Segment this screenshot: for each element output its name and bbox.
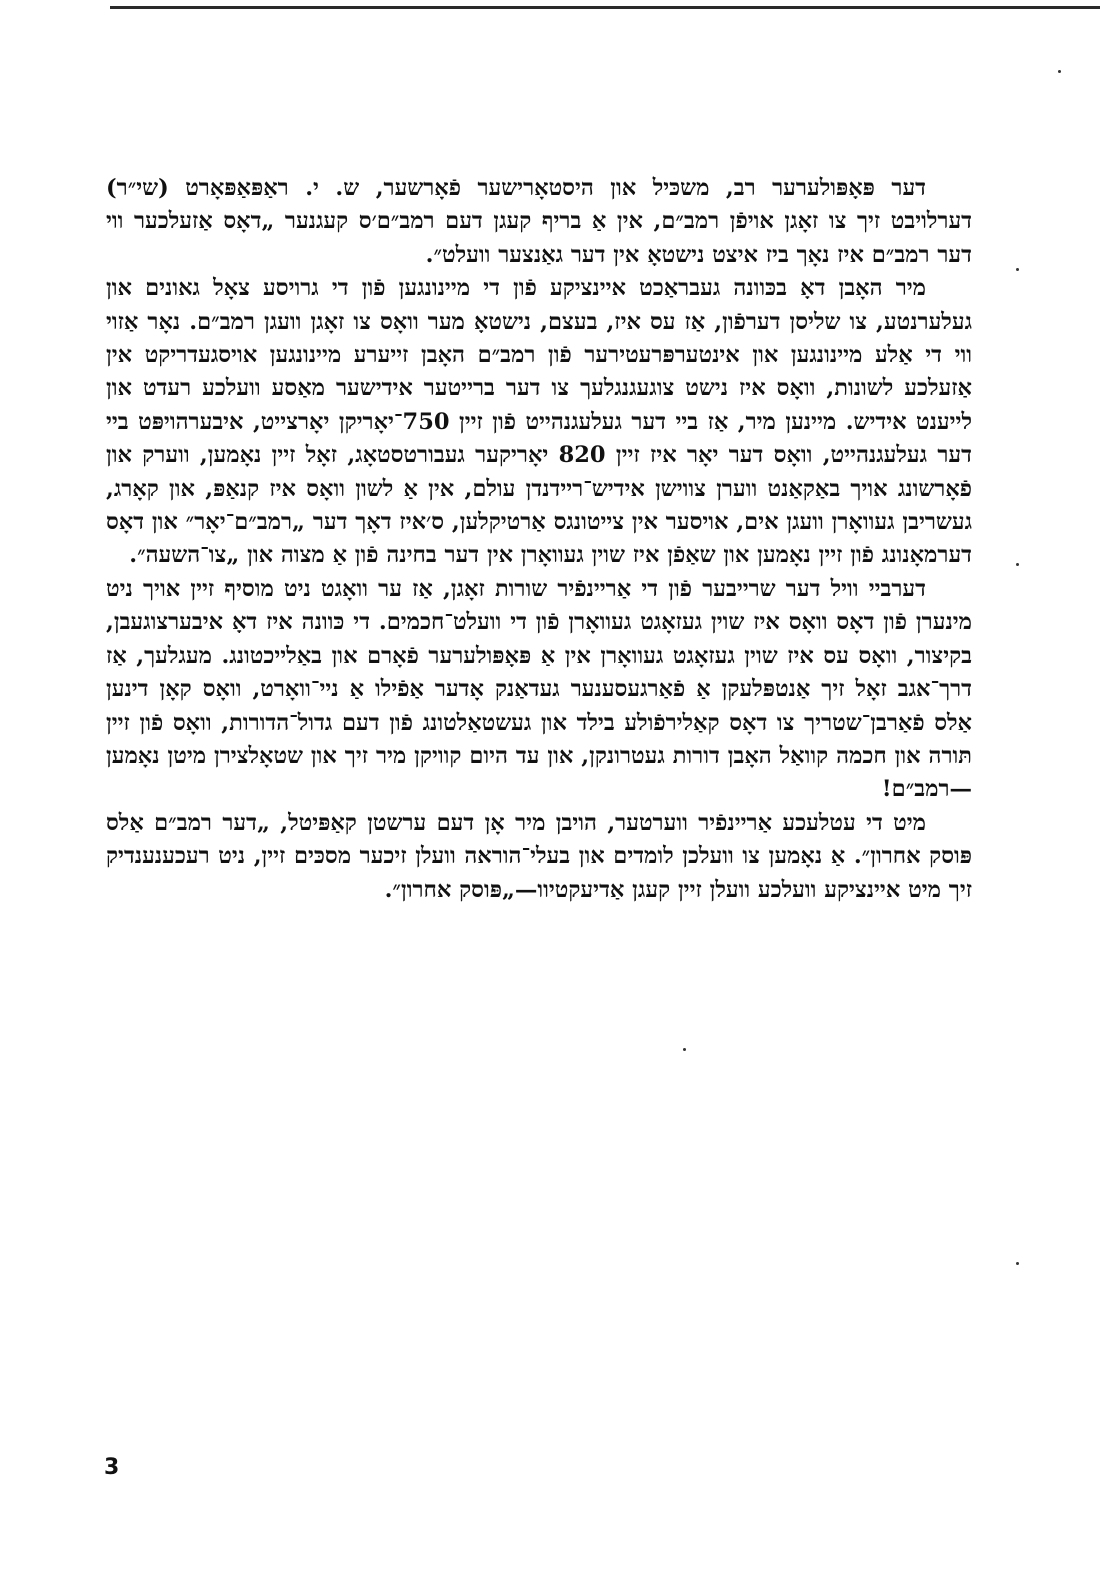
paragraph-rapoport-quote: דער פּאָפּולערער רב, משכּיל און היסטאָרישער פֿאָרשער, ש. י. ראַפּאַפּאָרט (שי״ר) דערלויבט זיך צו זאָגן אויפֿן רמב״ם, אין אַ בריף קעגן דעם רמב״ם׳ס קעגנער „דאָס אַזעלכער ווי דער רמב״ם איז נאָך ביז איצט נישטאָ אין דער גאַנצער וועלט״. xyxy=(106,175,972,268)
paragraph-first-chapter: מיט די עטלעכע אַריינפֿיר ווערטער, הויבן מיר אָן דעם ערשטן קאַפּיטל, „דער רמב״ם אַלס פּוסק אחרון״. אַ נאָמען צו וועלכן לומדים און בעלי־הוראה וועלן זיכער מסכּים זיין, ניט רעכענענדיק זיך מיט איינציקע וועלכע וועלן זיין קעגן אַדיעקטיוו—„פּוסק אחרון״. xyxy=(106,809,972,903)
document-body xyxy=(106,172,972,907)
scan-speck xyxy=(683,1048,686,1051)
paragraph-author-intent: דערביי וויל דער שרייבער פֿון די אַריינפֿיר שורות זאָגן, אַז ער וואָגט ניט מוסיף זיין אויך ניט מינערן פֿון דאָס וואָס איז שוין געזאָגט געוואָרן פֿון די וועלט־חכמים. די כּוונה איז דאָ איבערצוגעבן, בקיצור, וואָס עס איז שוין געזאָגט געוואָרן אין אַ פּאָפּולערער פֿאָרם און באַלייכטונג. מעגלעך, אַז דרך־אגב זאָל זיך אַנטפּלעקן אַ פֿאַרגעסענער געדאַנק אָדער אַפֿילו אַ ניי־וואָרט, וואָס קאָן דינען אַלס פֿאַרבן־שטריך צו דאָס קאַלירפֿולע בילד און געשטאַלטונג פֿון דעם גדול־הדורות, וואָס פֿון זיין תּורה און חכמה קוואַל האָבן דורות געטרונקן, און עד היום קוויקן מיר זיך און שטאָלצירן מיטן נאָמען—רמב״ם! xyxy=(106,575,972,803)
scan-speck xyxy=(1016,268,1019,271)
scan-speck xyxy=(1016,563,1019,566)
scan-top-edge-line xyxy=(110,6,1100,9)
paragraph-opinions: מיר האָבן דאָ בכּוונה געבראַכט איינציקע פֿון די מיינונגען פֿון די גרויסע צאָל גאונים און געלערנטע, צו שליסן דערפֿון, אַז עס איז, בעצם, נישטאָ מער וואָס צו זאָגן וועגן רמב״ם. נאָר אַזוי ווי די אַלע מיינונגען און אינטערפּרעטירער פֿון רמב״ם האָבן זייערע מיינונגען אויסגעדריקט אין אַזעלכע לשונות, וואָס איז נישט צוגעגנגלעך צו דער ברייטער אידישער מאַסע וועלכע רעדט און לייענט אידיש. מיינען מיר, אַז ביי דער געלעגנהייט פֿון זיין 750־יאָריקן יאָרצייט, איבערהויפּט ביי דער געלעגנהייט, וואָס דער יאָר איז זיין 820 יאָריקער געבורטסטאָג, זאָל זיין נאָמען, ווערק און פֿאָרשונג אויך באַקאַנט ווערן צווישן אידיש־ריידנדן עולם, אין אַ לשון וואָס איז קנאַפּ, און קאָרג, געשריבן געוואָרן וועגן אים, אויסער אין צייטונגס אַרטיקלען, ס׳איז דאָך דער „רמב״ם־יאָר״ און דאָס דערמאָנונג פֿון זיין נאָמען און שאַפֿן איז שוין געוואָרן אין דער בחינה פֿון אַ מצוה און „צו־השעה״. xyxy=(106,275,972,569)
scan-speck xyxy=(1058,70,1061,73)
page-number: 3 xyxy=(104,1455,120,1480)
scan-speck xyxy=(1016,1262,1019,1265)
